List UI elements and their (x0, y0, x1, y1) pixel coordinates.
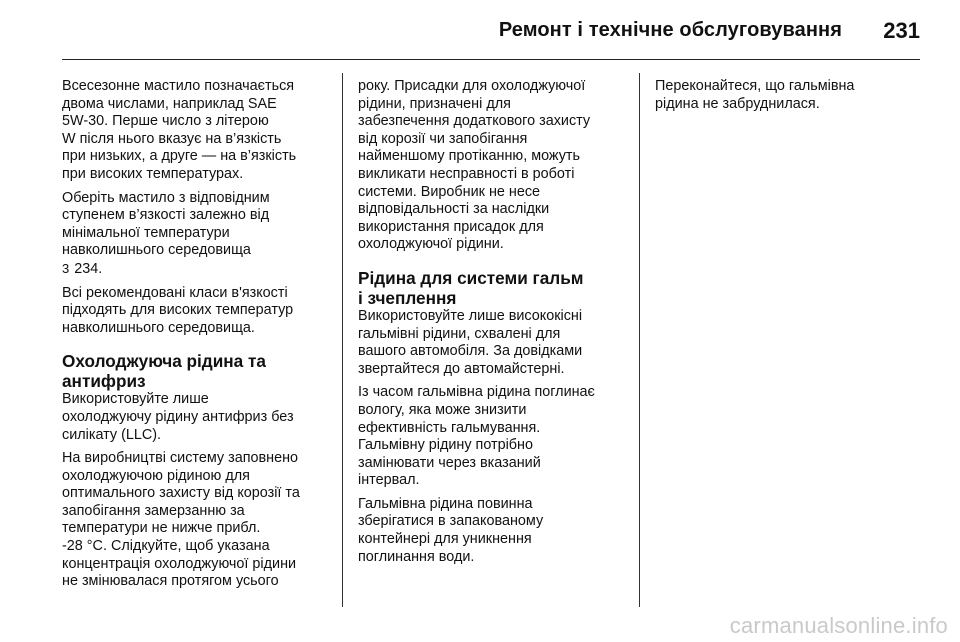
text-line: не змінювалася протягом усього (62, 573, 279, 590)
paragraph-brake-fluid-storage (358, 496, 626, 566)
text-line: Із часом гальмівна рідина поглинає (358, 384, 595, 401)
text-line: 5W-30. Перше число з літерою (62, 113, 269, 130)
page-title: Ремонт і технічне обслуговування (498, 19, 842, 41)
paragraph-brake-fluid-moisture (358, 384, 626, 490)
text-line: концентрація охолоджуючої рідини (62, 555, 297, 572)
text-line: Використовуйте лише (62, 391, 209, 408)
text-line: при низьких, а друге — на в’язкість (62, 148, 297, 165)
text-line: рідини, призначені для (358, 95, 511, 112)
paragraph-multigrade-oil (62, 78, 330, 184)
column-2 (358, 78, 626, 572)
paragraph-coolant-factory (62, 450, 330, 591)
heading-brake-clutch-fluid (358, 268, 626, 308)
column-divider-1 (342, 73, 343, 607)
paragraph-brake-fluid-use (358, 308, 626, 378)
text-line: Оберіть мастило з відповідним (62, 189, 270, 206)
text-line: силікату (LLC). (62, 426, 162, 443)
text-line: навколишнього середовища (62, 242, 251, 259)
paragraph-viscosity-classes (62, 285, 330, 338)
text-line: охолоджуючої рідини. (358, 236, 504, 253)
text-line: двома числами, наприклад SAE (62, 95, 277, 112)
text-line: року. Присадки для охолоджуючої (358, 78, 586, 94)
text-line: мінімальної температури (62, 224, 230, 241)
text-line: при високих температурах. (62, 165, 244, 182)
text-line: вологу, яка може знизити (358, 401, 527, 418)
text-line: охолоджуючу рідину антифриз без (62, 408, 294, 425)
arrow-reference-icon: 3 (62, 260, 70, 276)
header-rule (62, 59, 920, 60)
text-line: звертайтеся до автомайстерні. (358, 360, 565, 377)
text-line: системи. Виробник не несе (358, 183, 541, 200)
text-line: підходять для високих температур (62, 302, 294, 319)
text-line: Переконайтеся, що гальмівна (655, 78, 855, 94)
text-line: рідина не забруднилася. (655, 95, 820, 112)
paragraph-coolant-use (62, 391, 330, 444)
column-1 (62, 78, 330, 597)
text-line: поглинання води. (358, 548, 475, 565)
paragraph-brake-fluid-clean (655, 78, 923, 113)
text-line: Гальмівна рідина повинна (358, 495, 533, 512)
text-line: зберігатися в запакованому (358, 513, 544, 530)
text-line: оптимального захисту від корозії та (62, 485, 300, 502)
paragraph-choose-oil-lines (62, 190, 330, 260)
paragraph-coolant-additives (358, 78, 626, 254)
text-line: і зчеплення (358, 287, 457, 308)
paragraph-choose-oil (62, 190, 330, 279)
text-line: температури не нижче прибл. (62, 520, 261, 537)
text-line: викликати несправності в роботі (358, 165, 575, 182)
text-line: запобігання замерзанню за (62, 502, 245, 519)
text-line: Рідина для системи гальм (358, 267, 584, 288)
cross-reference[interactable] (62, 260, 330, 279)
text-line: замінювати через вказаний (358, 454, 541, 471)
text-line: найменшому протіканню, можуть (358, 148, 581, 165)
text-line: Всесезонне мастило позначається (62, 78, 295, 94)
text-line: W після нього вказує на в’язкість (62, 130, 282, 147)
text-line: відповідальності за наслідки (358, 201, 550, 218)
heading-coolant-antifreeze (62, 351, 330, 391)
text-line: Охолоджуюча рідина та (62, 351, 266, 372)
text-line: навколишнього середовища. (62, 319, 255, 336)
text-line: На виробництві систему заповнено (62, 450, 299, 467)
text-line: вашого автомобіля. За довідками (358, 343, 583, 360)
text-line: ступенем в’язкості залежно від (62, 207, 270, 224)
page-header (0, 0, 960, 62)
watermark: carmanualsonline.info (729, 613, 948, 638)
text-line: ефективність гальмування. (358, 419, 541, 436)
text-line: Використовуйте лише висококісні (358, 307, 583, 324)
text-line: антифриз (62, 371, 146, 392)
text-line: інтервал. (358, 472, 420, 489)
column-divider-2 (639, 73, 640, 607)
text-line: забезпечення додаткового захисту (358, 113, 591, 130)
column-3 (655, 78, 923, 119)
text-line: гальмівні рідини, схвалені для (358, 325, 561, 342)
text-line: контейнері для уникнення (358, 531, 532, 548)
text-line: Гальмівну рідину потрібно (358, 437, 533, 454)
text-line: -28 °C. Слідкуйте, щоб указана (62, 538, 270, 555)
reference-page: 234. (74, 260, 103, 277)
text-line: використання присадок для (358, 218, 544, 235)
text-line: охолоджуючою рідиною для (62, 467, 250, 484)
page-number: 231 (883, 18, 920, 43)
text-line: Всі рекомендовані класи в'язкості (62, 284, 288, 301)
text-line: від корозії чи запобігання (358, 130, 528, 147)
